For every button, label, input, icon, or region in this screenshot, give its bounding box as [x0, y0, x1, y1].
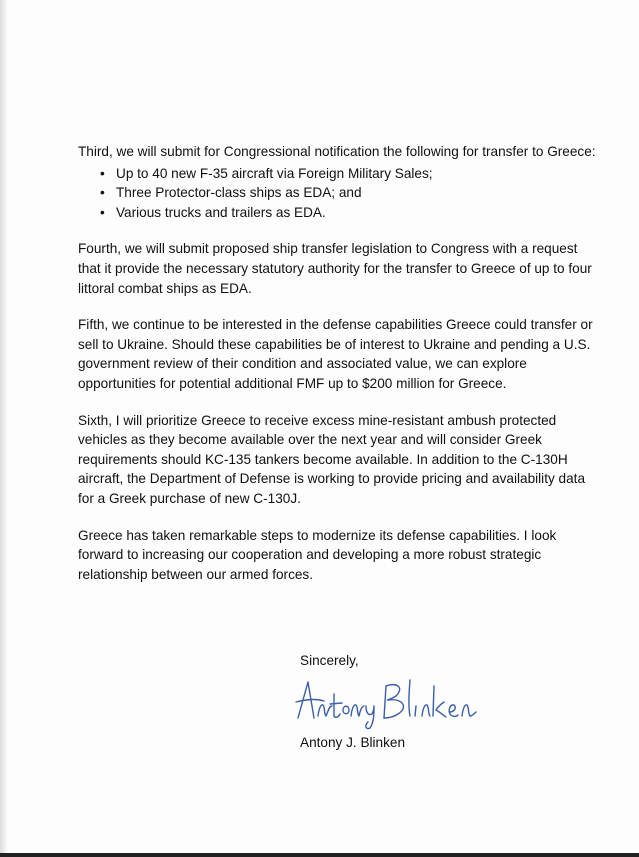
letter-body: [78, 142, 598, 601]
list-item: • Three Protector-class ships as EDA; and: [78, 183, 598, 203]
bottom-border: [0, 853, 639, 857]
list-item: • Various trucks and trailers as EDA.: [78, 203, 598, 223]
paragraph-fourth: Fourth, we will submit proposed ship transfer legislation to Congress with a request that it provide the necessary statutory authority for the transfer to Greece of up to four littoral combat ships as EDA.: [78, 241, 592, 296]
page-edge-shadow: [0, 0, 8, 857]
list-item: • Up to 40 new F-35 aircraft via Foreign Military Sales;: [78, 164, 598, 184]
transfer-list: [78, 164, 598, 223]
handwritten-signature: [294, 672, 494, 730]
paragraph-closing: Greece has taken remarkable steps to modernize its defense capabilities. I look forward to increasing our cooperation and developing a more robust strategic relationship between our armed forces.: [78, 527, 557, 582]
paragraph-third-intro: Third, we will submit for Congressional notification the following for transfer to Greece:: [78, 144, 596, 159]
paragraph-sixth: Sixth, I will prioritize Greece to receive excess mine-resistant ambush protected vehicles as they become available over the next year and will consider Greek requirements should KC-135 tankers become available. In addition to the C-130H aircraft, the Department of Defense is working to provide pricing and availability data for a Greek purchase of new C-130J.: [78, 412, 586, 506]
paragraph-fifth: Fifth, we continue to be interested in the defense capabilities Greece could transfer or sell to Ukraine. Should these capabilities be of interest to Ukraine and pending a U.S. government review of their condition and associated value, we can explore opportunities for potential additional FMF up to $200 million for Greece.: [78, 317, 593, 391]
signer-name: Antony J. Blinken: [300, 735, 406, 750]
signature-image: [294, 672, 494, 735]
closing-salutation: Sincerely,: [300, 653, 359, 668]
